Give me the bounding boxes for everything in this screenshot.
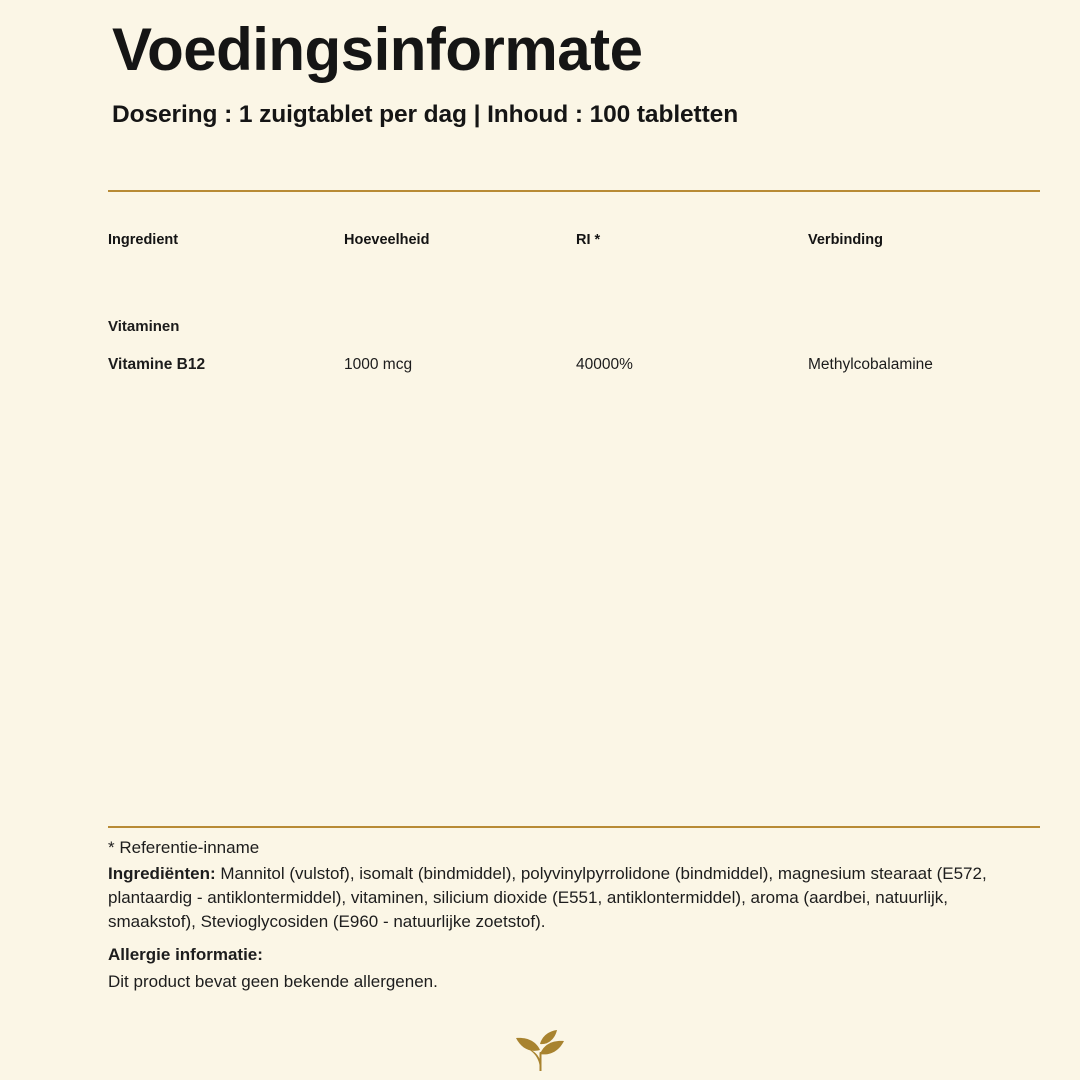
column-header-compound: Verbinding: [808, 232, 883, 248]
divider-top: [108, 190, 1040, 192]
brand-logo: [0, 1020, 1080, 1072]
reference-intake-note: * Referentie-inname: [108, 838, 260, 857]
row-compound: Methylcobalamine: [808, 356, 933, 373]
leaf-sprout-icon: [509, 1020, 571, 1072]
nutrition-table: [108, 232, 1040, 374]
footer-block: [108, 836, 1040, 994]
group-empty-compound: [808, 262, 1040, 335]
ingredients-label: Ingrediënten:: [108, 864, 216, 884]
column-header-ri: RI *: [576, 232, 601, 248]
table-row: [108, 335, 1040, 374]
row-ingredient-name: Vitamine B12: [108, 356, 206, 373]
table-header-row: [108, 232, 1040, 262]
group-label: Vitaminen: [108, 318, 180, 335]
page-title: Voedingsinformate: [112, 16, 643, 83]
column-header-amount: Hoeveelheid: [344, 232, 430, 248]
ingredients-text: Mannitol (vulstof), isomalt (bindmiddel), polyvinylpyrrolidone (bindmiddel), magnesium stearaat (E572, plantaardig - antiklontermiddel), vitaminen, silicium dioxide (E551, antiklontermiddel), aroma (aardbei, natuurlijk, smaakstof), Stevioglycosiden (E960 - natuurlijke zoetstof).: [108, 864, 987, 932]
allergy-info-label: Allergie informatie:: [108, 944, 263, 964]
table-group-row: [108, 262, 1040, 335]
dosage-subtitle: Dosering : 1 zuigtablet per dag | Inhoud : 100 tabletten: [112, 101, 739, 128]
header-block: [108, 0, 1040, 129]
ingredients-paragraph: [108, 862, 1040, 934]
column-header-ingredient: Ingredient: [108, 232, 179, 248]
row-amount: 1000 mcg: [344, 356, 413, 373]
divider-bottom: [108, 826, 1040, 828]
row-ri: 40000%: [576, 356, 633, 373]
allergy-info-text: Dit product bevat geen bekende allergenen.: [108, 971, 438, 991]
group-empty-amount: [344, 262, 576, 335]
group-empty-ri: [576, 262, 808, 335]
